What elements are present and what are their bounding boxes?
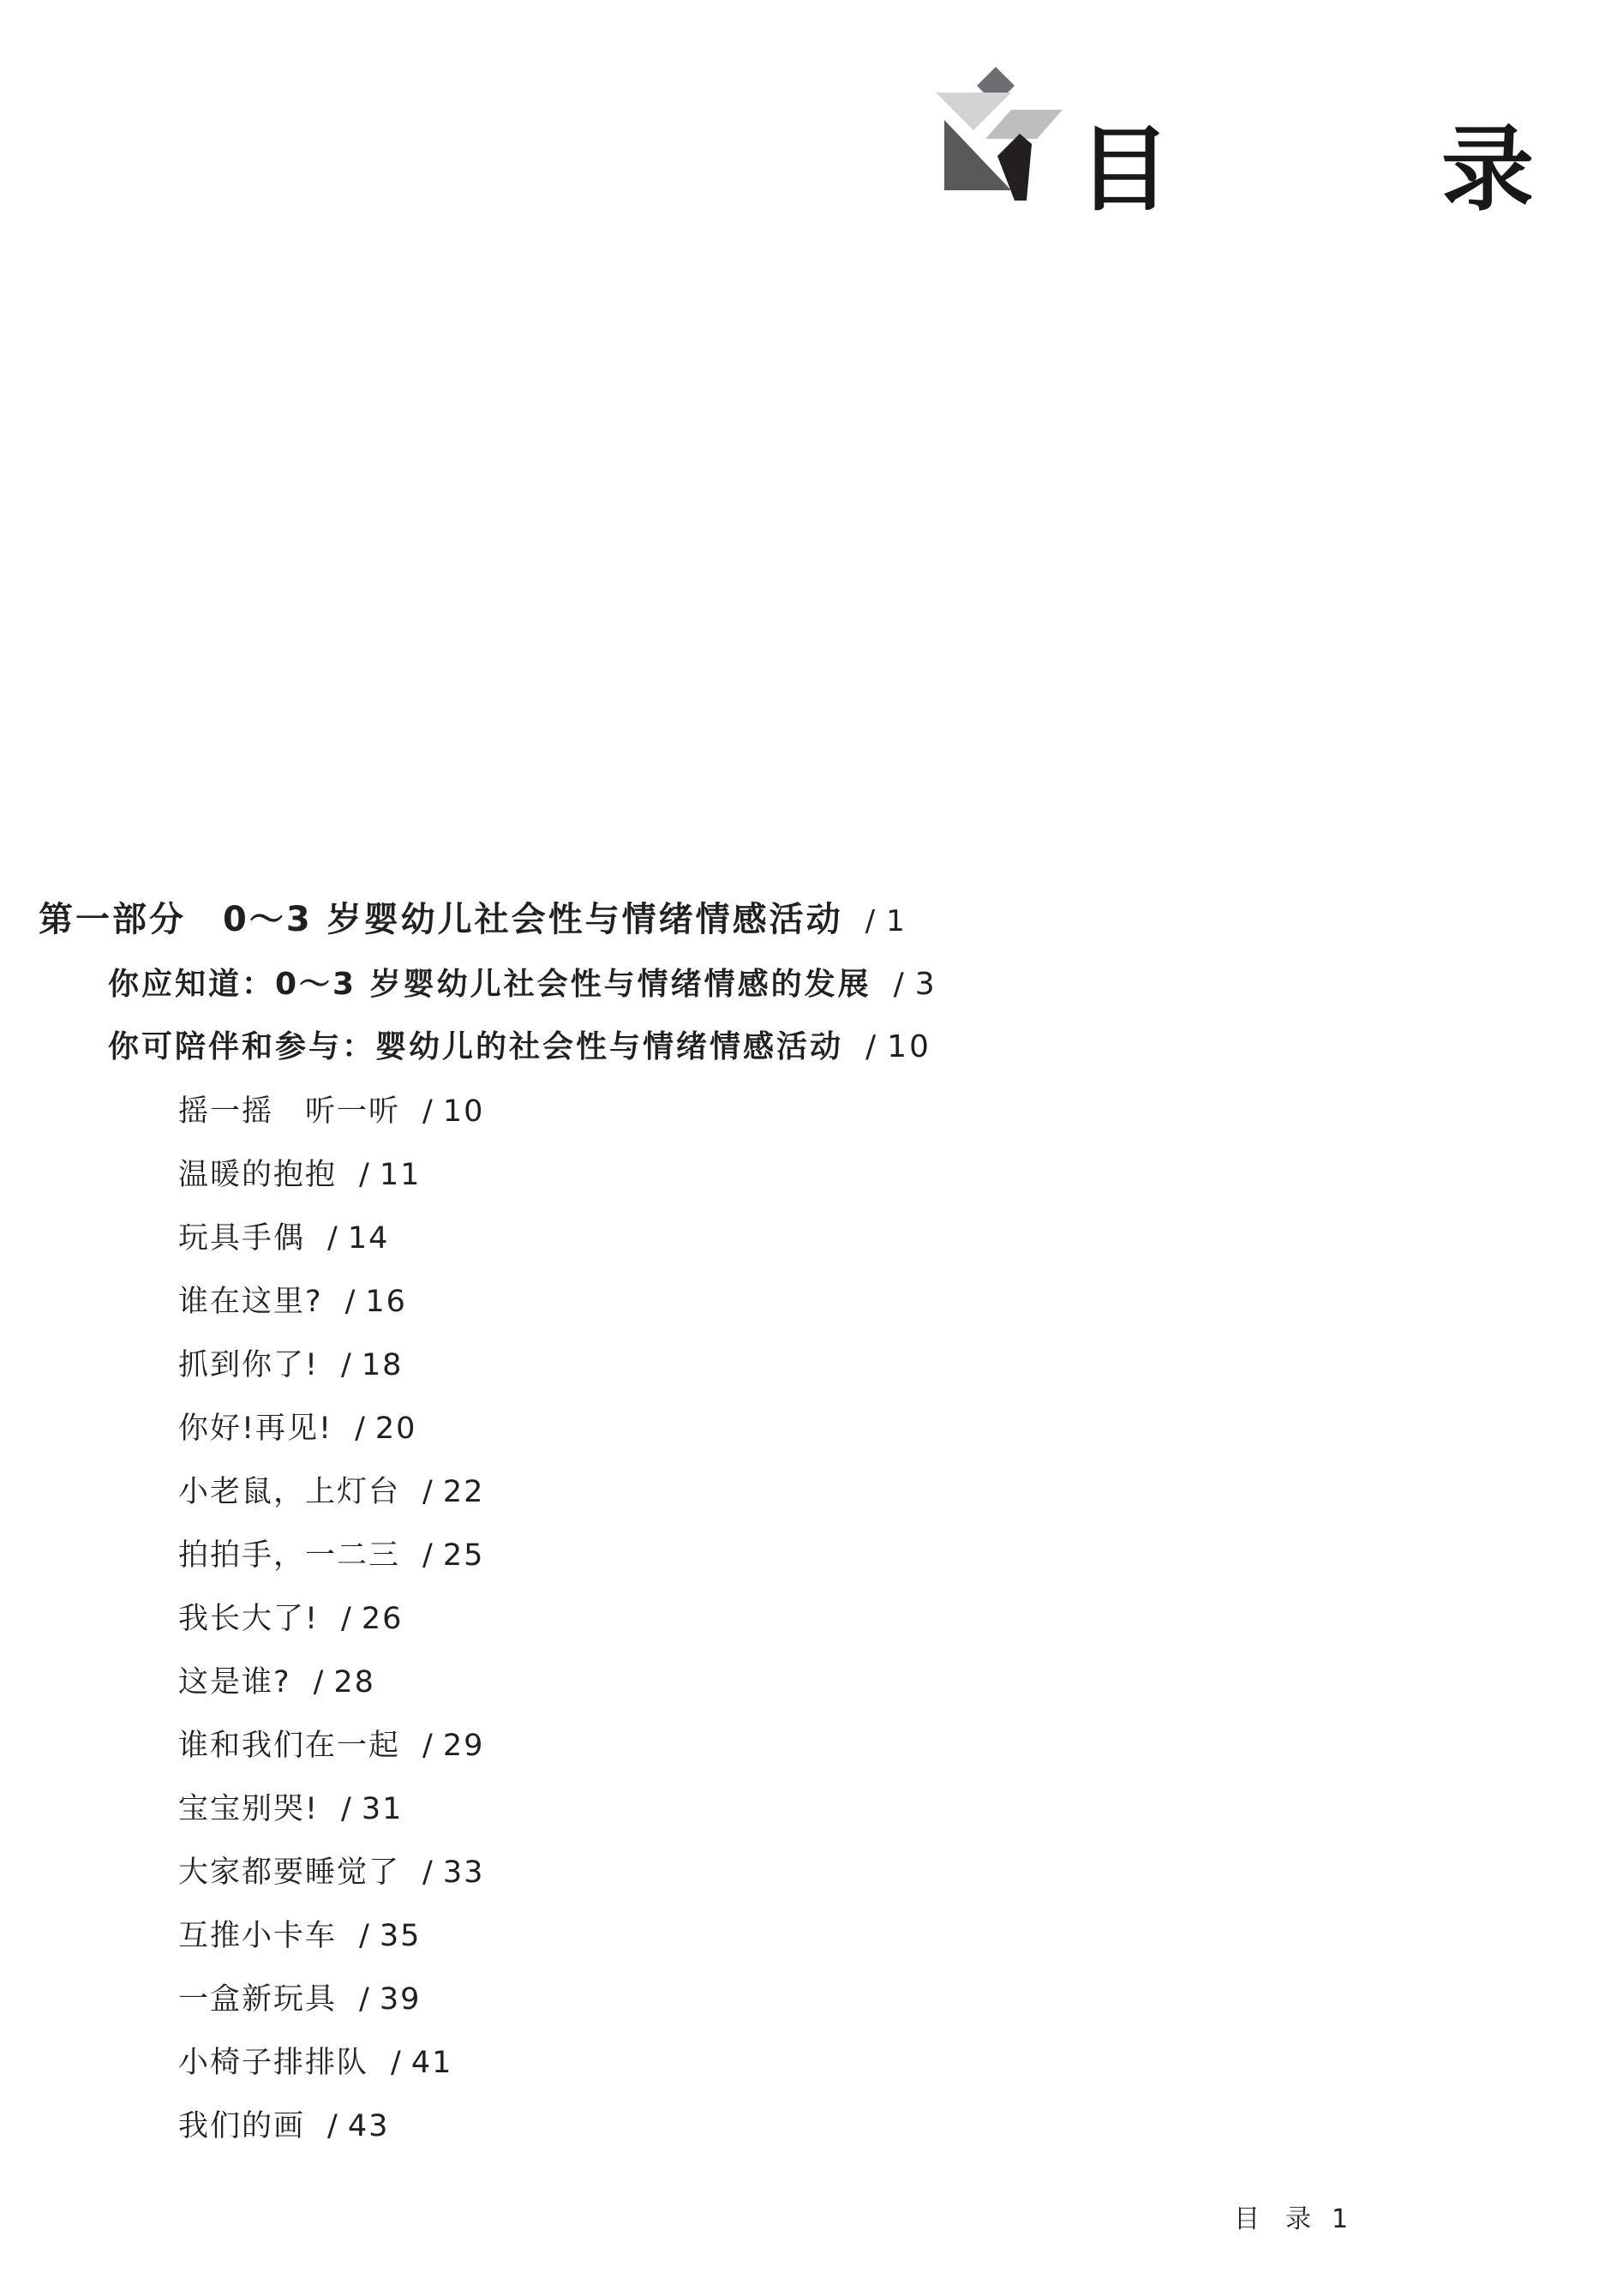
toc-page-number: 29 <box>442 1729 485 1763</box>
toc-page-number: 10 <box>887 1029 931 1064</box>
toc-page-separator: / <box>391 2046 403 2080</box>
toc-page-number: 14 <box>347 1221 390 1256</box>
footer-section-label: 目 录 <box>1234 2204 1311 2234</box>
toc-page-number: 41 <box>410 2046 453 2080</box>
toc-page-number: 20 <box>374 1412 417 1446</box>
toc-entry-label: 大家都要睡觉了 <box>178 1855 401 1890</box>
toc-entry-label: 互推小卡车 <box>178 1919 338 1953</box>
toc-entry-label: 谁和我们在一起 <box>178 1729 401 1763</box>
toc-entry-label: 玩具手偶 <box>178 1221 306 1256</box>
toc-entry-label: 温暖的抱抱 <box>178 1158 338 1192</box>
toc-entry-activity[interactable] <box>178 2105 389 2148</box>
page-footer <box>1234 2203 1348 2237</box>
toc-page-number: 31 <box>361 1792 404 1826</box>
toc-entry-label: 小椅子排排队 <box>178 2046 369 2080</box>
toc-entry-part-one[interactable] <box>39 898 907 943</box>
toc-entry-activity[interactable] <box>178 1724 484 1767</box>
page-title: 目 录 <box>1078 116 1623 224</box>
toc-entry-activity[interactable] <box>178 2041 452 2084</box>
toc-page-number: 1 <box>886 904 907 938</box>
toc-entry-activity[interactable] <box>178 1915 421 1957</box>
toc-entry-activity[interactable] <box>178 1534 484 1577</box>
toc-page-number: 33 <box>442 1855 485 1890</box>
toc-page-separator: / <box>893 967 907 1002</box>
toc-page-number: 18 <box>361 1348 404 1382</box>
toc-entry-activity[interactable] <box>178 1851 484 1894</box>
toc-page-separator: / <box>341 1348 353 1382</box>
toc-entry-label: 谁在这里? <box>178 1285 323 1319</box>
toc-page-number: 28 <box>333 1665 375 1700</box>
toc-entry-label: 抓到你了! <box>178 1348 320 1382</box>
toc-page-separator: / <box>341 1792 353 1826</box>
toc-entry-activity[interactable] <box>178 1344 403 1387</box>
toc-entry-activity[interactable] <box>178 1154 421 1196</box>
toc-page-number: 10 <box>442 1094 485 1129</box>
toc-page-number: 11 <box>379 1158 422 1192</box>
toc-page-separator: / <box>327 2109 339 2143</box>
toc-entry-label: 第一部分 0～3 岁婴幼儿社会性与情绪情感活动 <box>39 900 843 939</box>
toc-page-separator: / <box>422 1855 434 1890</box>
toc-page-separator: / <box>313 1665 326 1700</box>
toc-page-separator: / <box>422 1475 434 1509</box>
toc-entry-label: 拍拍手，一二三 <box>178 1538 401 1573</box>
toc-page-number: 3 <box>914 967 937 1002</box>
toc-page-number: 39 <box>379 1982 422 2017</box>
toc-page-separator: / <box>341 1602 353 1636</box>
toc-entry-label: 我们的画 <box>178 2109 306 2143</box>
toc-page-number: 25 <box>442 1538 485 1573</box>
toc-page-separator: / <box>865 904 878 938</box>
toc-entry-activity[interactable] <box>178 1661 375 1704</box>
toc-entry-label: 摇一摇 听一听 <box>178 1094 401 1129</box>
toc-entry-section[interactable] <box>108 963 937 1006</box>
toc-entry-label: 小老鼠，上灯台 <box>178 1475 401 1509</box>
toc-entry-label: 你好!再见! <box>178 1412 333 1446</box>
toc-page-number: 22 <box>442 1475 485 1509</box>
toc-entry-section[interactable] <box>108 1026 931 1069</box>
toc-entry-activity[interactable] <box>178 1407 416 1450</box>
toc-page-number: 16 <box>365 1285 407 1319</box>
toc-entry-label: 我长大了! <box>178 1602 320 1636</box>
toc-entry-label: 你可陪伴和参与：婴幼儿的社会性与情绪情感活动 <box>108 1029 844 1064</box>
footer-page-number: 1 <box>1332 2204 1349 2234</box>
toc-page-separator: / <box>355 1412 367 1446</box>
toc-entry-activity[interactable] <box>178 1788 403 1831</box>
toc-entry-activity[interactable] <box>178 1090 484 1133</box>
toc-page-separator: / <box>359 1919 371 1953</box>
toc-page-separator: / <box>327 1221 339 1256</box>
toc-page-separator: / <box>359 1158 371 1192</box>
toc-page-separator: / <box>344 1285 357 1319</box>
page-header <box>925 60 1623 224</box>
toc-entry-label: 你应知道：0～3 岁婴幼儿社会性与情绪情感的发展 <box>108 967 871 1002</box>
toc-page-separator: / <box>422 1538 434 1573</box>
toc-entry-activity[interactable] <box>178 1598 403 1640</box>
toc-entry-activity[interactable] <box>178 1978 421 2021</box>
toc-entry-activity[interactable] <box>178 1280 407 1323</box>
toc-page-number: 43 <box>347 2109 390 2143</box>
toc-page-separator: / <box>865 1029 879 1064</box>
tangram-logo-icon <box>925 60 1080 214</box>
toc-entry-label: 宝宝别哭! <box>178 1792 320 1826</box>
toc-entry-activity[interactable] <box>178 1471 484 1514</box>
toc-entry-label: 一盒新玩具 <box>178 1982 338 2017</box>
toc-page-separator: / <box>422 1729 434 1763</box>
toc-page-number: 26 <box>361 1602 404 1636</box>
toc-page-number: 35 <box>379 1919 422 1953</box>
toc-entry-label: 这是谁? <box>178 1665 291 1700</box>
toc-page-separator: / <box>359 1982 371 2017</box>
toc-page-separator: / <box>422 1094 434 1129</box>
toc-entry-activity[interactable] <box>178 1217 389 1260</box>
